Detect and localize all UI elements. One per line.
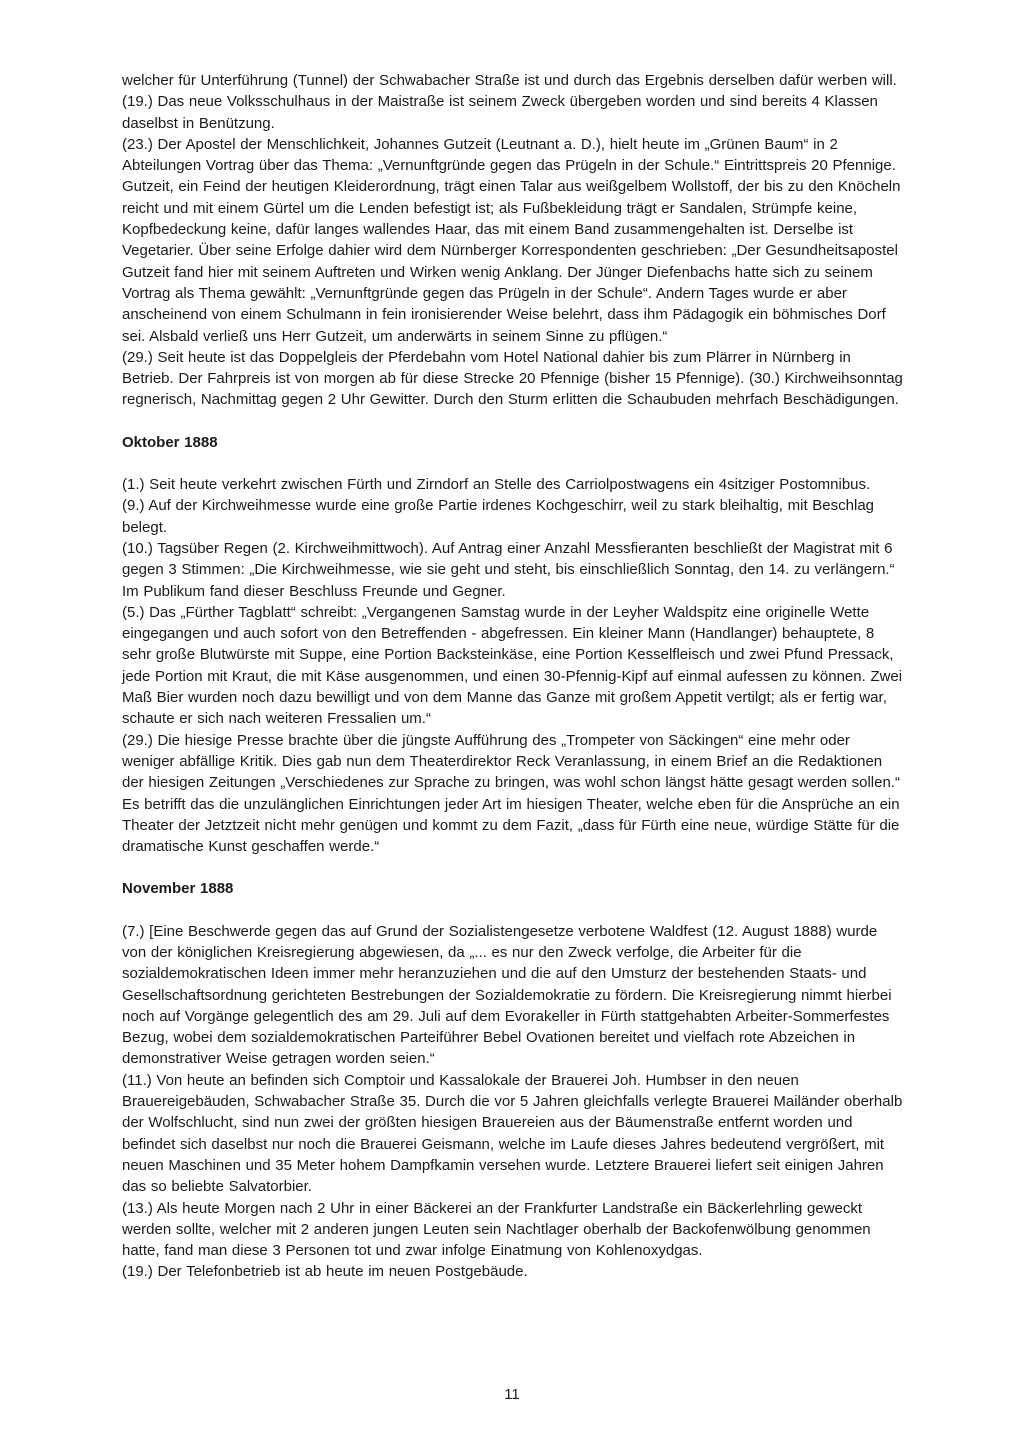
paragraph: (11.) Von heute an befinden sich Comptoir und Kassalokale der Brauerei Joh. Humbser in den neuen Brauereigebäuden, Schwabacher Straße 35. Durch die vor 5 Jahren gleichfalls verlegte Brauerei Mailänder oberhalb der Wolfschlucht, sind nun zwei der größten hiesigen Brauereien aus der Bäumenstraße entfernt worden und befindet sich daselbst nur noch die Brauerei Geismann, welche im Laufe dieses Jahres bedeutend vergrößert, mit neuen Maschinen und 35 Meter hohem Dampfkamin versehen wurde. Letztere Brauerei liefert seit einigen Jahren das so beliebte Salvatorbier. — [122, 1071, 903, 1196]
paragraph: welcher für Unterführung (Tunnel) der Schwabacher Straße ist und durch das Ergebnis derselben dafür werben will. — [122, 72, 897, 89]
paragraph: (19.) Das neue Volksschulhaus in der Maistraße ist seinem Zweck übergeben worden und sind bereits 4 Klassen daselbst in Benützung. — [122, 93, 878, 132]
paragraph: (29.) Seit heute ist das Doppelgleis der Pferdebahn vom Hotel National dahier bis zum Plärrer in Nürnberg in Betrieb. Der Fahrpreis ist von morgen ab für diese Strecke 20 Pfennige (bisher 15 Pfennige). (30.) Kirchweihsonntag regnerisch, Nachmittag gegen 2 Uhr Gewitter. Durch den Sturm erlitten die Schaubuden mehrfach Beschädigungen. — [122, 348, 903, 409]
section-heading-november-1888: November 1888 — [122, 880, 234, 898]
paragraph: (5.) Das „Fürther Tagblatt“ schreibt: „Vergangenen Samstag wurde in der Leyher Waldspitz eine originelle Wette eingegangen und auch sofort von den Betreffenden - abgefressen. Ein kleiner Mann (Handlanger) behauptete, 8 sehr große Blutwürste mit Suppe, eine Portion Backsteinkäse, eine Portion Kesselfleisch und zwei Pfund Pressack, jede Portion mit Kraut, die mit Käse ausgenommen, und einen 30-Pfennig-Kipf auf einmal aufessen zu können. Zwei Maß Bier wurden noch dazu bewilligt und von dem Manne das Ganze mit großem Appetit vertilgt; als er fertig war, schaute er sich nach weiteren Fressalien um.“ — [122, 603, 903, 728]
page-number: 11 — [504, 1386, 520, 1403]
paragraph: (1.) Seit heute verkehrt zwischen Fürth und Zirndorf an Stelle des Carriolpostwagens ein 4sitziger Postomnibus. — [122, 476, 871, 494]
paragraph: (7.) [Eine Beschwerde gegen das auf Grund der Sozialistengesetze verbotene Waldfest (12. August 1888) wurde von der königlichen Kreisregierung abgewiesen, da „... es nur den Zweck verfolge, die Arbeiter für die sozialdemokratischen Ideen immer mehr heranzuziehen und die auf den Umsturz der bestehenden Staats- und Gesellschaftsordnung gerichteten Bestrebungen der Sozialdemokratie zu fördern. Die Kreisregierung nimmt hierbei noch auf Vorgänge gelegentlich des am 29. Juli auf dem Evorakeller in Fürth stattgehabten Arbeiter-Sommerfestes Bezug, wobei dem sozialdemokratischen Parteiführer Bebel Ovationen bereitet und vielfach rote Abzeichen in demonstrativer Weise getragen worden seien.“ — [122, 922, 892, 1068]
paragraph: (10.) Tagsüber Regen (2. Kirchweihmittwoch). Auf Antrag einer Anzahl Messfieranten beschließt der Magistrat mit 6 gegen 3 Stimmen: „Die Kirchweihmesse, wie sie geht und steht, bis einschließlich Sonntag, den 14. zu verlängern.“ Im Publikum fand dieser Beschluss Freunde und Gegner. — [122, 539, 895, 600]
document-content — [122, 70, 904, 1283]
paragraph: (9.) Auf der Kirchweihmesse wurde eine große Partie irdenes Kochgeschirr, weil zu stark bleihaltig, mit Beschlag belegt. — [122, 497, 875, 536]
paragraph: (29.) Die hiesige Presse brachte über die jüngste Aufführung des „Trompeter von Säckingen“ eine mehr oder weniger abfällige Kritik. Dies gab nun dem Theaterdirektor Reck Veranlassung, in einem Brief an die Redaktionen der hiesigen Zeitungen „Verschiedenes zur Sprache zu bringen, was wohl schon längst hätte gesagt werden sollen.“ Es betrifft das die unzulänglichen Einrichtungen jeder Art im hiesigen Theater, welche eben für die Ansprüche an ein Theater der Jetztzeit nicht mehr genügen und kommt zu dem Fazit, „dass für Fürth eine neue, würdige Stätte für die dramatische Kunst geschaffen werde.“ — [122, 731, 900, 856]
paragraph: (19.) Der Telefonbetrieb ist ab heute im neuen Postgebäude. — [122, 1263, 528, 1281]
paragraph: (13.) Als heute Morgen nach 2 Uhr in einer Bäckerei an der Frankfurter Landstraße ein Bäckerlehrling geweckt werden sollte, welcher mit 2 anderen jungen Leuten sein Nachtlager oberhalb der Backofenwölbung genommen hatte, fand man diese 3 Personen tot und zwar infolge Einatmung von Kohlenoxydgas. — [122, 1199, 871, 1260]
paragraph: (23.) Der Apostel der Menschlichkeit, Johannes Gutzeit (Leutnant a. D.), hielt heute im „Grünen Baum“ in 2 Abteilungen Vortrag über das Thema: „Vernunftgründe gegen das Prügeln in der Schule.“ Eintrittspreis 20 Pfennige. Gutzeit, ein Feind der heutigen Kleiderordnung, trägt einen Talar aus weißgelbem Wollstoff, der bis zu den Knöcheln reicht und mit einem Gürtel um die Lenden befestigt ist; als Fußbekleidung trägt er Sandalen, Strümpfe keine, Kopfbedeckung keine, dafür langes wallendes Haar, das mit einem Band zusammengehalten ist. Derselbe ist Vegetarier. Über seine Erfolge dahier wird dem Nürnberger Korrespondenten geschrieben: „Der Gesundheitsapostel Gutzeit fand hier mit seinem Auftreten und Wirken wenig Anklang. Der Jünger Diefenbachs hatte sich zu seinem Vortrag als Thema gewählt: „Vernunftgründe gegen das Prügeln in der Schule“. Andern Tages wurde er aber anscheinend von einem Schulmann in fein ironisierender Weise belehrt, dass ihm Pädagogik ein böhmisches Dorf sei. Alsbald verließ uns Herr Gutzeit, um anderwärts in seinem Sinne zu pflügen.“ — [122, 135, 901, 345]
section-heading-oktober-1888: Oktober 1888 — [122, 433, 218, 451]
